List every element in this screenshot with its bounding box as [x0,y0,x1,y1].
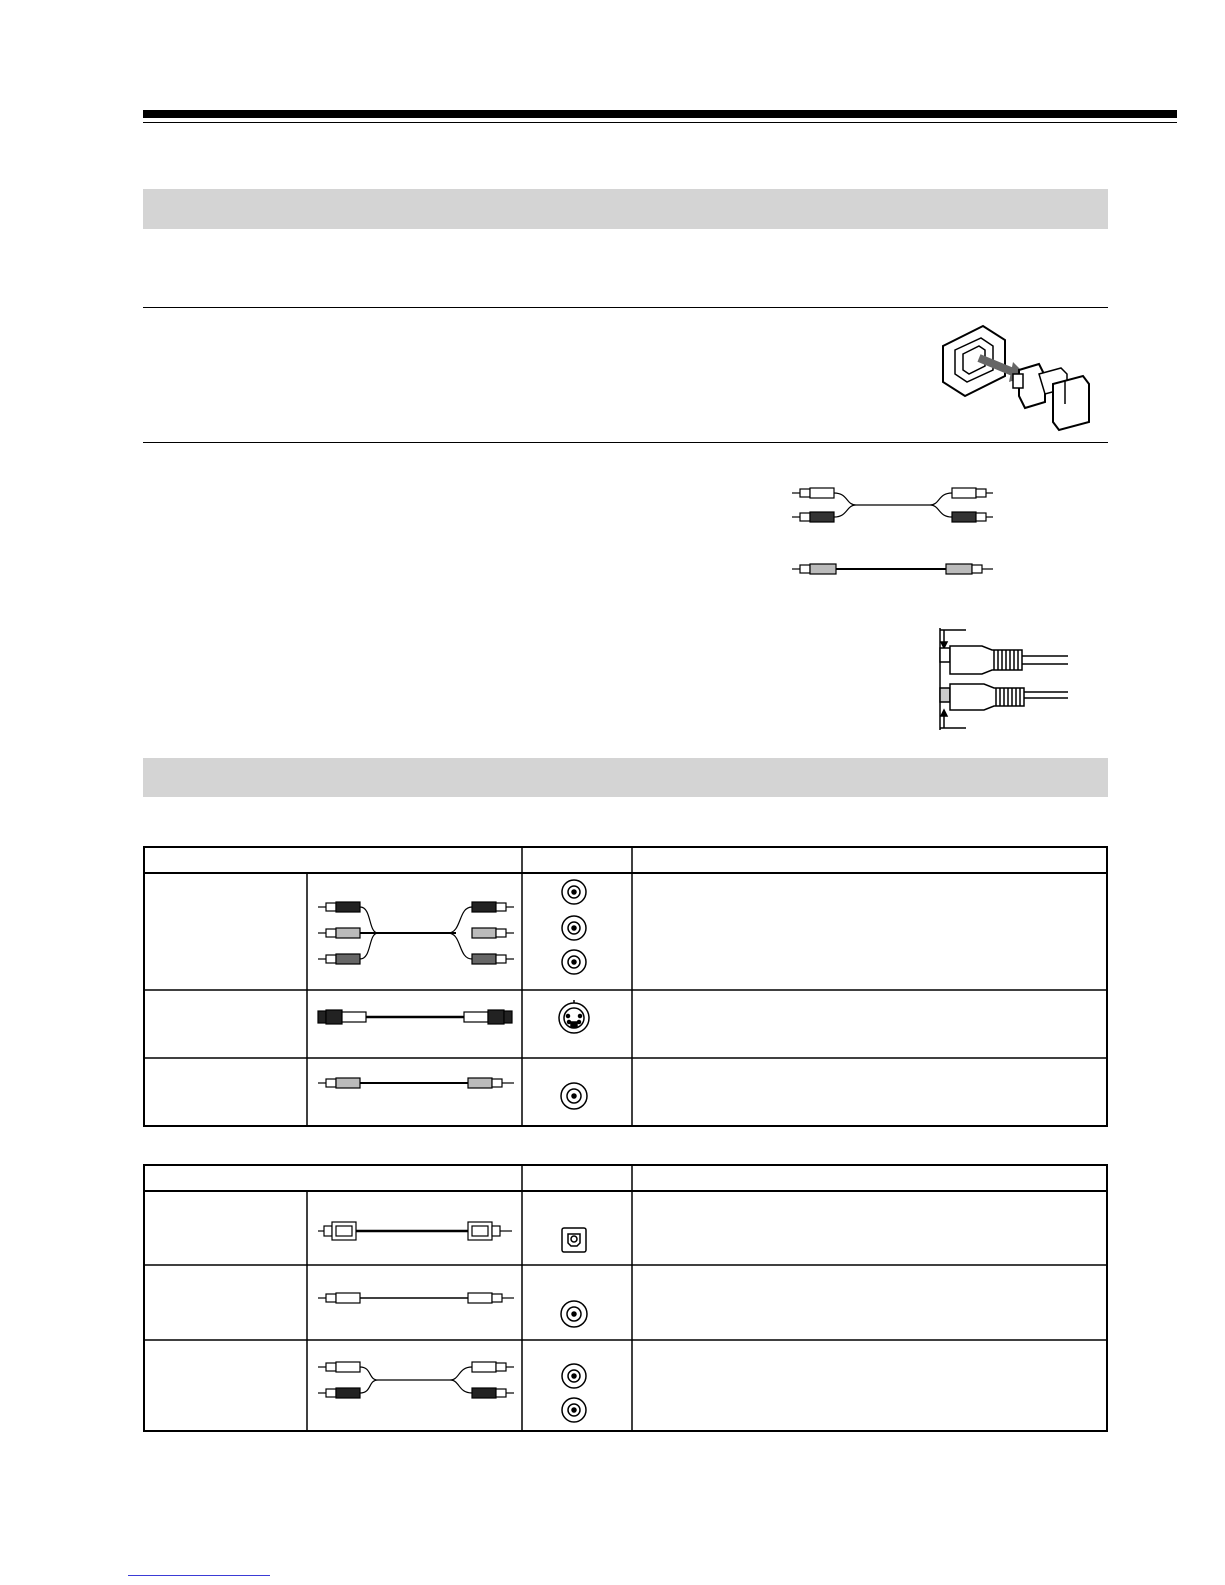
footer-link-underline[interactable] [128,1575,270,1576]
section-bar-2 [143,758,1108,797]
component-video-cable-illustration [316,896,516,970]
coaxial-jack-icon [558,1298,590,1330]
composite-video-cable-illustration [316,1072,516,1094]
s-video-cable-illustration [316,1006,516,1028]
header-rule-thick [143,110,1177,118]
optical-jack-icon [560,1226,588,1254]
divider-1 [143,307,1108,308]
video-cable-table-grid [143,846,1108,1127]
coaxial-digital-cable-illustration [316,1287,516,1309]
analog-audio-cable-illustration [316,1356,516,1404]
analog-audio-jacks-icon [558,1362,590,1428]
section-bar-1 [143,189,1108,229]
optical-digital-cable-illustration [316,1218,516,1244]
video-cable-illustration [790,558,995,580]
component-jacks-icon [558,878,590,976]
s-video-jack-icon [556,998,592,1038]
header-rule-thin [143,122,1177,123]
optical-plug-cap-illustration [935,318,1095,438]
divider-2 [143,442,1108,443]
plug-insertion-detail-illustration [932,626,1072,732]
stereo-audio-cable-illustration [790,482,995,530]
rca-jack-icon [558,1080,590,1112]
audio-cable-table-grid [143,1164,1108,1432]
